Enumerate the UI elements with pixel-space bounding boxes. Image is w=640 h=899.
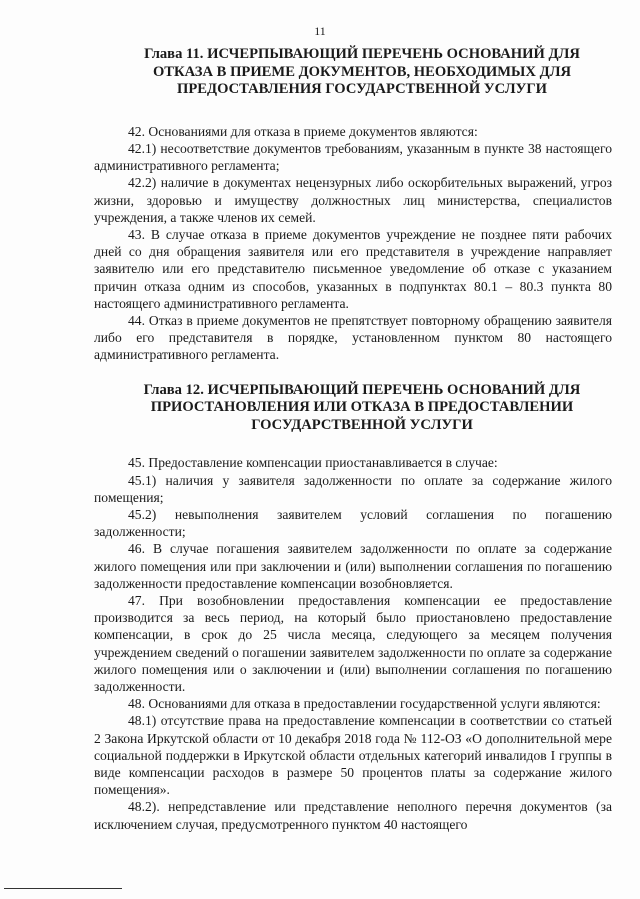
paragraph-44: 44. Отказ в приеме документов не препятствует повторному обращению заявителя либо его представителя в порядке, установленном пунктом 80 настоящего административного регламента. [94,313,612,363]
chapter-12-title: Глава 12. ИСЧЕРПЫВАЮЩИЙ ПЕРЕЧЕНЬ ОСНОВАНИЙ ДЛЯ ПРИОСТАНОВЛЕНИЯ ИЛИ ОТКАЗА В ПРЕДОСТАВЛЕНИИ ГОСУДАРСТВЕННОЙ УСЛУГИ [143,381,581,433]
paragraph-43: 43. В случае отказа в приеме документов учреждение не позднее пяти рабочих дней со дня обращения заявителя или его представителя в учреждение направляет заявителю или его представителю письменное уведомление об отказе с указанием причин отказа одним из способов, указанных в подпунктах 80.1 – 80.3 пункта 80 настоящего административного регламента. [94,227,612,311]
paragraph-47: 47. При возобновлении предоставления компенсации ее предоставление производится за весь период, на который было приостановлено предоставление компенсации, в срок до 25 числа месяца, следующего за месяцем получения учреждением сведений о погашении заявителем задолженности по оплате за содержание жилого помещения или о заключении и (или) выполнении соглашения по погашению задолженности. [94,593,612,695]
paragraph-48: 48. Основаниями для отказа в предоставлении государственной услуги являются: [128,696,601,712]
paragraph-45: 45. Предоставление компенсации приостанавливается в случае: [128,455,498,471]
paragraph-48-2: 48.2). непредставление или представление неполного перечня документов (за исключением случая, предусмотренного пунктом 40 настоящего [94,799,612,832]
paragraph-42: 42. Основаниями для отказа в приеме документов являются: [128,123,478,139]
paragraph-42-1: 42.1) несоответствие документов требованиям, указанным в пункте 38 настоящего административного регламента; [94,140,612,174]
footer-divider [4,888,122,889]
chapter-11-title: Глава 11. ИСЧЕРПЫВАЮЩИЙ ПЕРЕЧЕНЬ ОСНОВАНИЙ ДЛЯ ОТКАЗА В ПРИЕМЕ ДОКУМЕНТОВ, НЕОБХОДИМЫХ ДЛЯ ПРЕДОСТАВЛЕНИЯ ГОСУДАРСТВЕННОЙ УСЛУГИ [144,46,580,98]
page-content [94,46,612,833]
paragraph-45-1: 45.1) наличия у заявителя задолженности по оплате за содержание жилого помещения; [94,472,612,505]
paragraph-42-2: 42.2) наличие в документах нецензурных либо оскорбительных выражений, угроз жизни, здоровью и имуществу должностных лиц министерства, специалистов учреждения, а также членов их семей. [94,175,612,225]
paragraph-45-2: 45.2) невыполнения заявителем условий соглашения по погашению задолженности; [94,507,612,540]
paragraph-46: 46. В случае погашения заявителем задолженности по оплате за содержание жилого помещения или при заключении и (или) выполнении соглашения по погашению задолженности предоставление компенсации возобновляется. [94,541,612,591]
paragraph-48-1: 48.1) отсутствие права на предоставление компенсации в соответствии со статьей 2 Закона Иркутской области от 10 декабря 2018 года № 112-ОЗ «О дополнительной мере социальной поддержки в Иркутской области отдельных категорий инвалидов I группы в виде компенсации расходов в размере 50 процентов платы за содержание жилого помещения». [94,713,612,798]
page-number: 11 [314,24,326,38]
